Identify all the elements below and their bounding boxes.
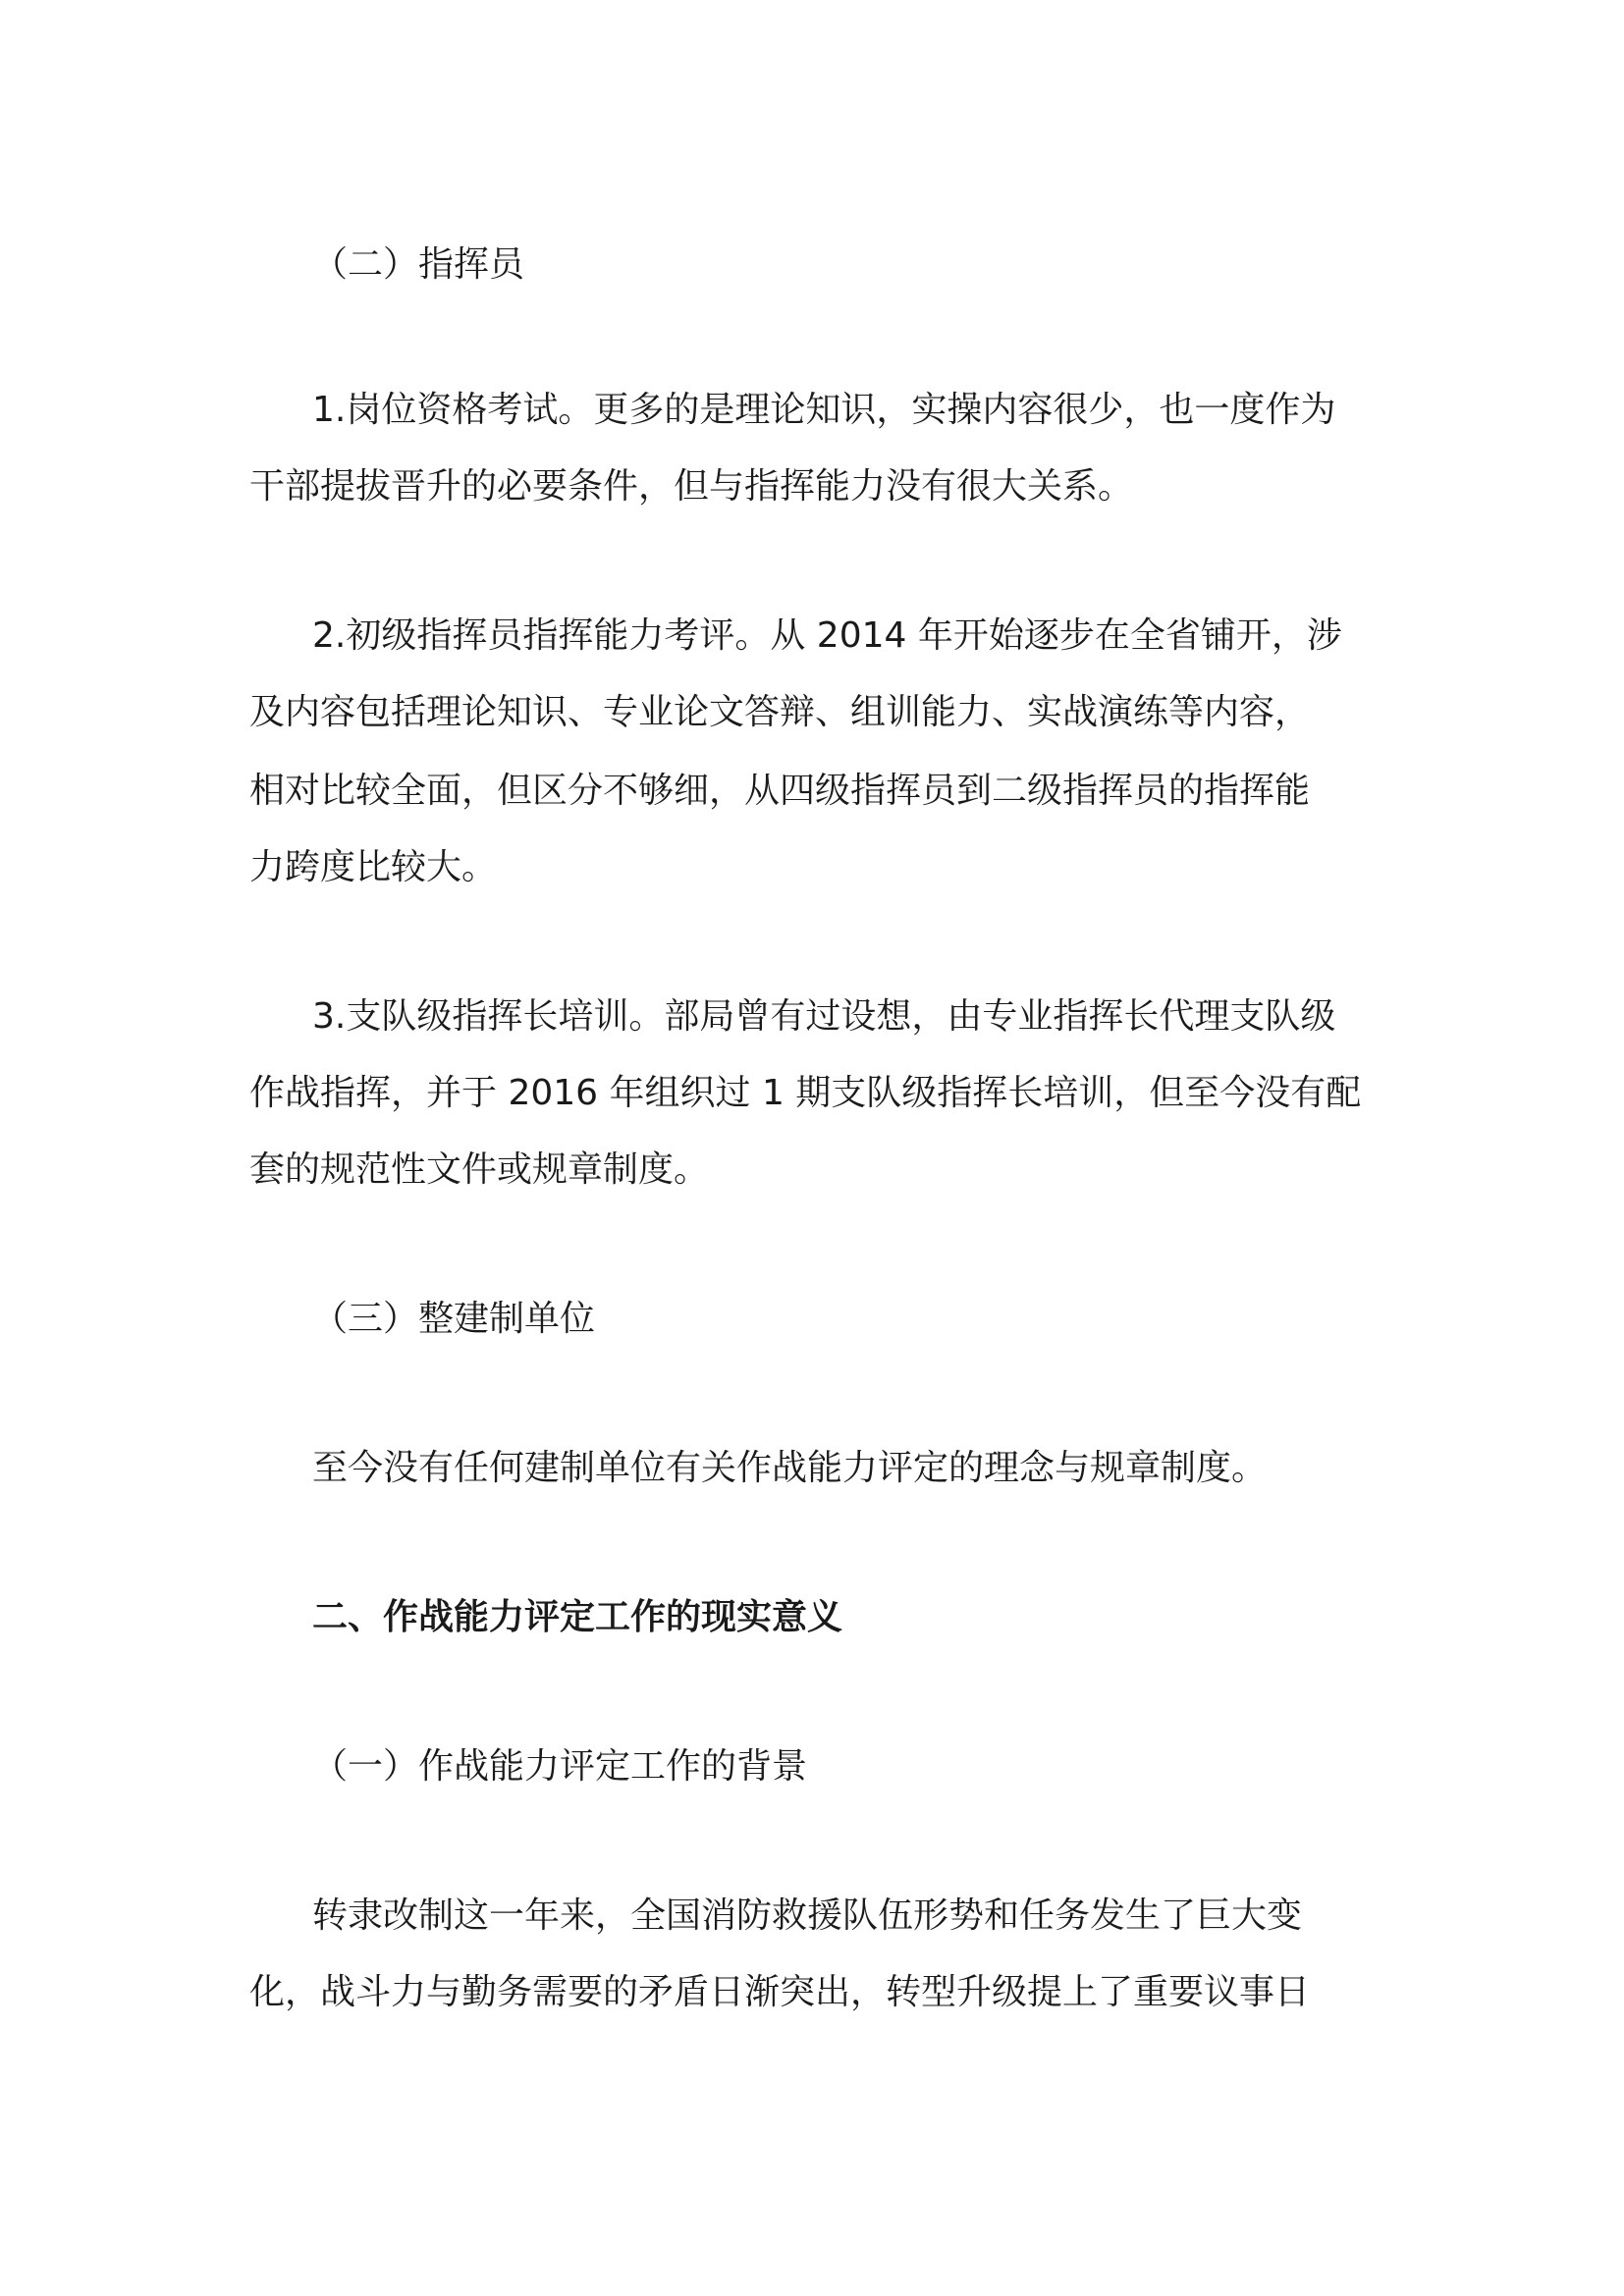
subheading-units: （三）整建制单位: [312, 1299, 596, 1339]
subheading-background: （一）作战能力评定工作的背景: [312, 1746, 808, 1787]
paragraph-1-line-2: 干部提拔晋升的必要条件，但与指挥能力没有很大关系。: [249, 466, 1134, 507]
paragraph-3-line-2: 作战指挥，并于 2016 年组织过 1 期支队级指挥长培训，但至今没有配: [249, 1073, 1362, 1113]
subheading-commanders: （二）指挥员: [312, 244, 525, 285]
paragraph-2-line-4: 力跨度比较大。: [249, 847, 498, 887]
paragraph-3-line-3: 套的规范性文件或规章制度。: [249, 1149, 710, 1190]
paragraph-4-line-1: 至今没有任何建制单位有关作战能力评定的理念与规章制度。: [312, 1448, 1268, 1488]
paragraph-1-line-1: 1.岗位资格考试。更多的是理论知识，实操内容很少，也一度作为: [312, 390, 1336, 430]
paragraph-2-line-2: 及内容包括理论知识、专业论文答辩、组训能力、实战演练等内容，: [249, 692, 1311, 732]
section-heading-2: 二、作战能力评定工作的现实意义: [312, 1597, 843, 1637]
paragraph-5-line-2: 化，战斗力与勤务需要的矛盾日渐突出，转型升级提上了重要议事日: [249, 1972, 1311, 2012]
paragraph-3-line-1: 3.支队级指挥长培训。部局曾有过设想，由专业指挥长代理支队级: [312, 996, 1336, 1037]
paragraph-2-line-3: 相对比较全面，但区分不够细，从四级指挥员到二级指挥员的指挥能: [249, 771, 1311, 811]
paragraph-5-line-1: 转隶改制这一年来，全国消防救援队伍形势和任务发生了巨大变: [312, 1896, 1303, 1936]
paragraph-2-line-1: 2.初级指挥员指挥能力考评。从 2014 年开始逐步在全省铺开，涉: [312, 615, 1342, 656]
